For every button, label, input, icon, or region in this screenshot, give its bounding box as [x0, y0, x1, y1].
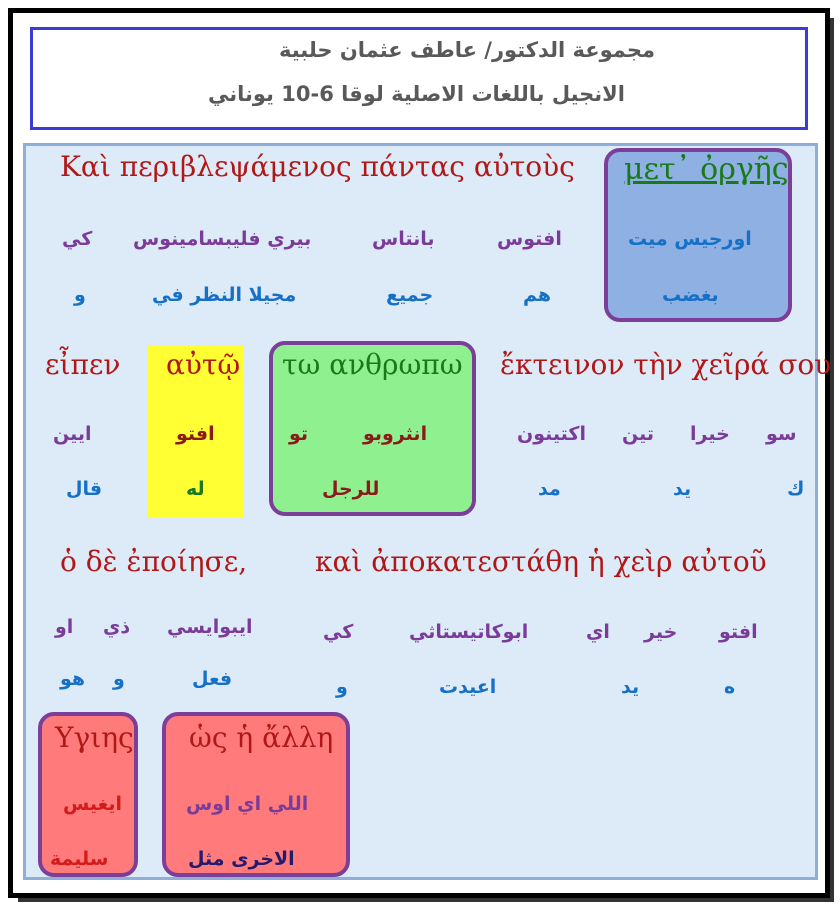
meaning-you: ك	[787, 478, 805, 500]
meaning-stretch: مد	[538, 478, 561, 500]
translit-ky: كي	[62, 228, 93, 250]
meaning-all: جميع	[386, 284, 434, 306]
translit-khira: خيرا	[690, 423, 730, 445]
header-title: مجموعة الدكتور/ عاطف عثمان حلبية	[278, 38, 655, 62]
translit-iin: ايين	[53, 423, 92, 445]
greek-epoiise: ὁ δὲ ἐποίησε,	[60, 545, 248, 578]
meaning-restored: اعيدت	[439, 676, 497, 698]
translit-i: اي	[586, 621, 610, 643]
greek-eipen: εἶπεν	[45, 348, 121, 381]
translit-o: او	[55, 616, 74, 638]
meaning-said: قال	[66, 478, 103, 500]
greek-row1: Καὶ περιβλεψάμενος πάντας αὐτοὺς	[60, 150, 575, 183]
translit-ky3: كي	[323, 621, 354, 643]
translit-afto: افتو	[176, 423, 215, 445]
translit-epoiise: ايبوايسي	[167, 616, 253, 638]
meaning-did: فعل	[192, 668, 233, 690]
translit-apokat: ابوكاتيستاثي	[409, 621, 529, 643]
greek-meta-orgis: μετ᾽ ὀργῆς	[624, 152, 789, 187]
header-subtitle: الانجيل باللغات الاصلية لوقا 6-10 يوناني	[207, 82, 625, 106]
translit-afto3: افتو	[719, 621, 758, 643]
greek-apokat: καὶ ἀποκατεστάθη ἡ χεὶρ αὐτοῦ	[315, 545, 767, 578]
translit-thi: ذي	[103, 616, 131, 638]
greek-ekteinon: ἔκτεινον τὴν χεῖρά σου	[500, 348, 832, 381]
meaning-healthy: سليمة	[50, 848, 109, 870]
meaning-other: الاخرى مثل	[188, 848, 295, 870]
meaning-anger: بغضب	[662, 284, 719, 306]
meaning-him: له	[186, 478, 205, 500]
meaning-them: هم	[523, 284, 552, 306]
meaning-man: للرجل	[322, 478, 380, 500]
meaning-he: هو	[60, 668, 86, 690]
greek-afto: αὐτῷ	[166, 348, 241, 381]
header-box	[30, 27, 808, 130]
meaning-and3: و	[113, 668, 125, 690]
translit-pantas: بانتاس	[372, 228, 435, 250]
meaning-his: ه	[724, 676, 736, 698]
translit-periblep: بيري فليبسامينوس	[133, 228, 312, 250]
translit-ektinon: اكتينون	[517, 423, 586, 445]
translit-tu: تو	[289, 423, 309, 445]
translit-aftos: افتوس	[497, 228, 562, 250]
translit-khir: خير	[644, 621, 678, 643]
meaning-hand: يد	[673, 478, 692, 500]
translit-su: سو	[766, 423, 797, 445]
meaning-look: مجيلا النظر في	[152, 284, 297, 306]
translit-anthropo: انثروبو	[363, 423, 428, 445]
translit-orgis: اورجيس ميت	[628, 228, 752, 250]
meaning-and4: و	[336, 676, 348, 698]
translit-igis: ايغيس	[63, 793, 122, 815]
translit-tin: تين	[622, 423, 654, 445]
greek-ygiis: Υγιης	[55, 721, 134, 754]
translit-alli: اللي اي اوس	[186, 793, 309, 815]
meaning-hand3: يد	[621, 676, 640, 698]
greek-hos: ὡς ἡ ἄλλη	[189, 721, 334, 754]
meaning-and: و	[74, 284, 86, 306]
greek-anthropo: τω ανθρωπω	[282, 348, 463, 381]
